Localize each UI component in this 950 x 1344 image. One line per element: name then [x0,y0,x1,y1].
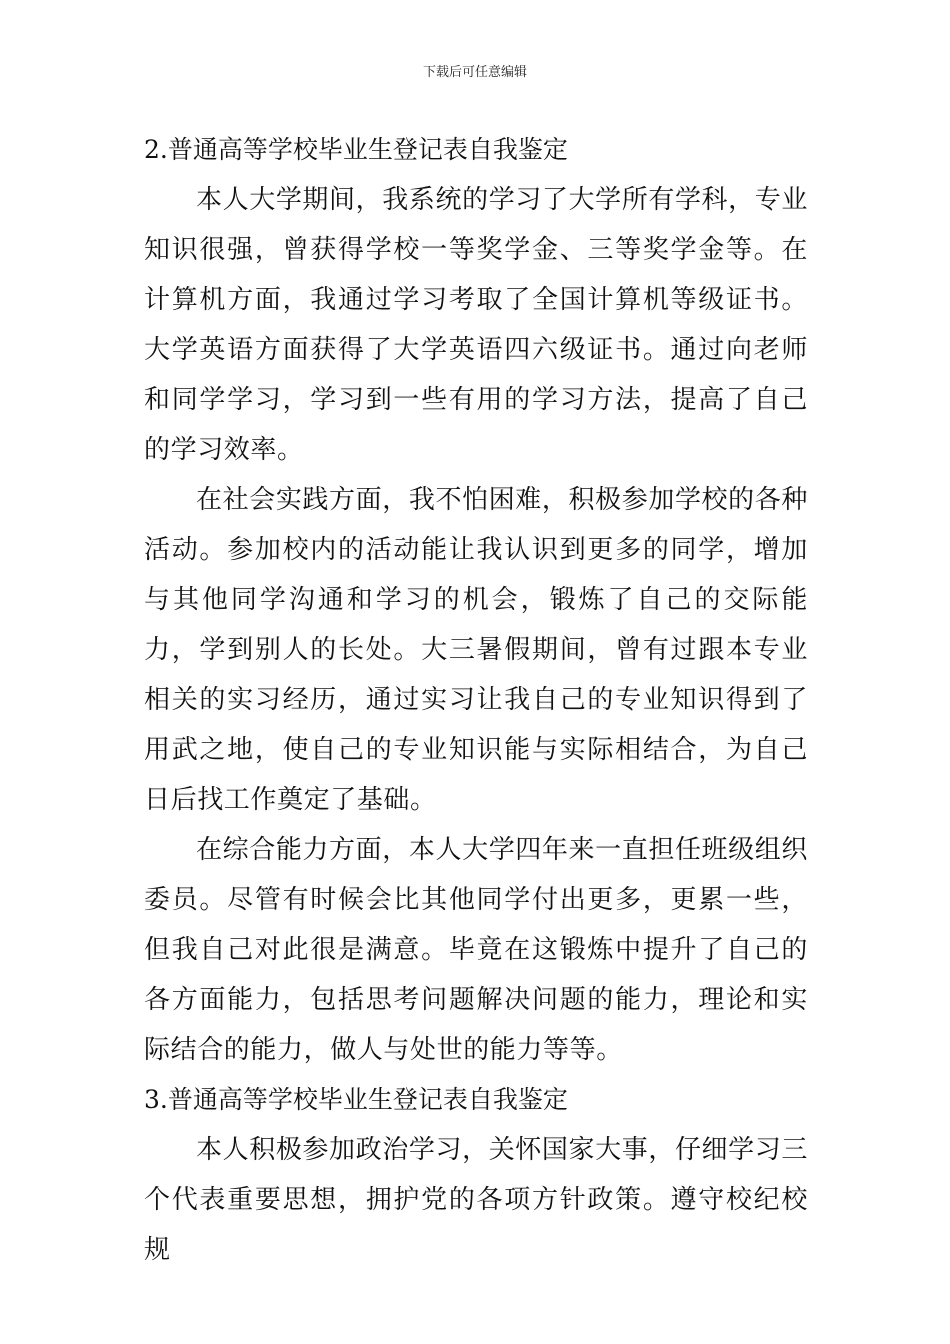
section-heading: 2.普通高等学校毕业生登记表自我鉴定 [144,135,568,164]
paragraph: 本人大学期间，我系统的学习了大学所有学科，专业知识很强，曾获得学校一等奖学金、三等奖学金等。在计算机方面，我通过学习考取了全国计算机等级证书。大学英语方面获得了大学英语四六级证书。通过向老师和同学学习，学习到一些有用的学习方法，提高了自己的学习效率。 [144,185,808,465]
document-body [144,125,808,1275]
page-header: 下载后可任意编辑 [422,65,527,80]
section-3 [144,1075,808,1275]
paragraph: 本人积极参加政治学习，关怀国家大事，仔细学习三个代表重要思想，拥护党的各项方针政策。遵守校纪校规 [144,1135,808,1265]
section-heading: 3.普通高等学校毕业生登记表自我鉴定 [144,1085,568,1114]
paragraph: 在综合能力方面，本人大学四年来一直担任班级组织委员。尽管有时候会比其他同学付出更多，更累一些，但我自己对此很是满意。毕竟在这锻炼中提升了自己的各方面能力，包括思考问题解决问题的能力，理论和实际结合的能力，做人与处世的能力等等。 [144,835,808,1065]
section-2 [144,125,808,1075]
paragraph: 在社会实践方面，我不怕困难，积极参加学校的各种活动。参加校内的活动能让我认识到更多的同学，增加与其他同学沟通和学习的机会，锻炼了自己的交际能力，学到别人的长处。大三暑假期间，曾有过跟本专业相关的实习经历，通过实习让我自己的专业知识得到了用武之地，使自己的专业知识能与实际相结合，为自己日后找工作奠定了基础。 [144,485,808,815]
